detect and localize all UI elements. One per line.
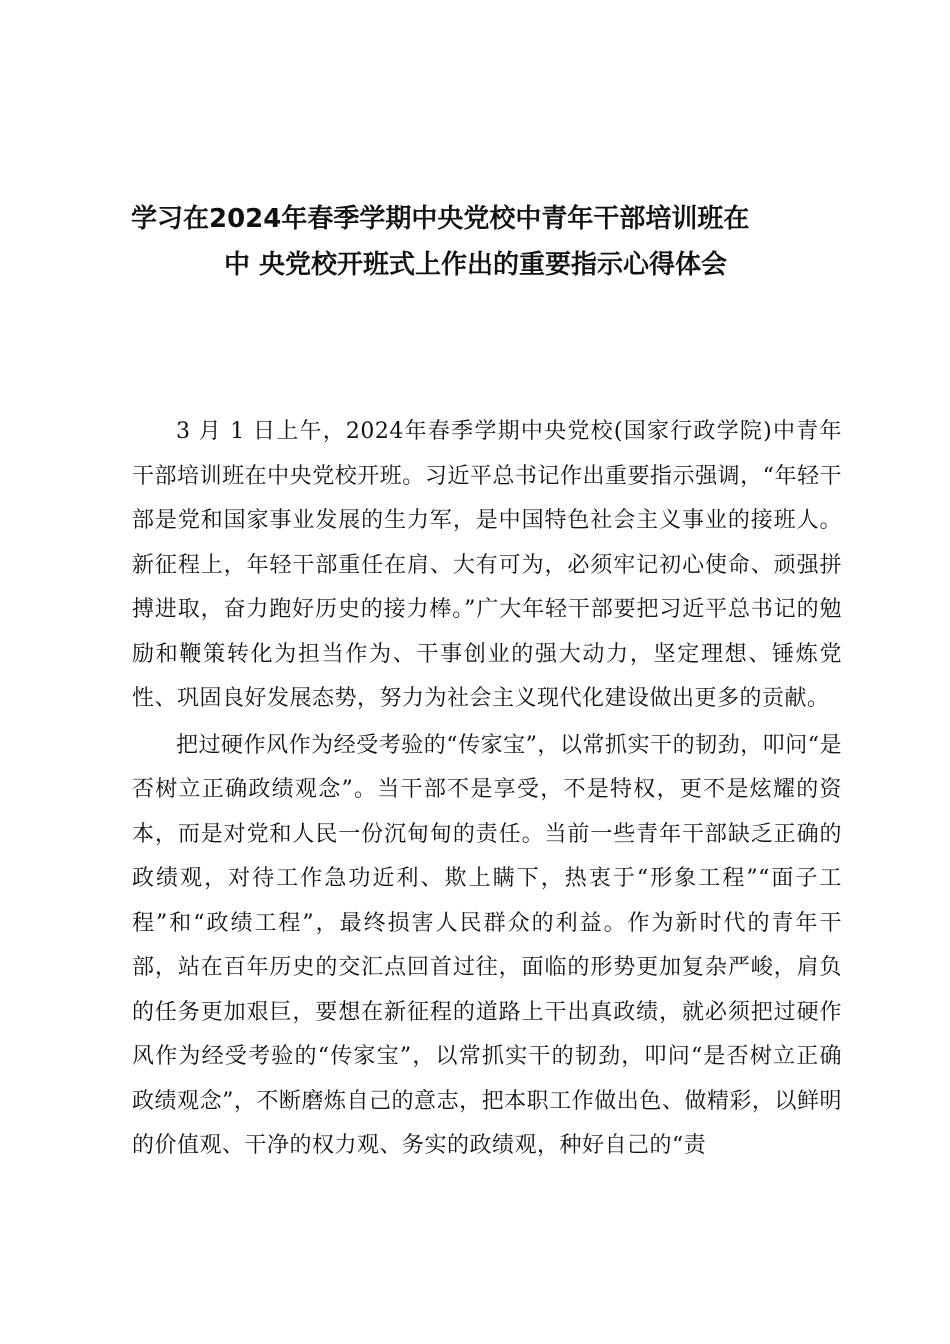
title-line-2: 中 央党校开班式上作出的重要指示心得体会 <box>224 250 728 280</box>
paragraph-1: 3 月 1 日上午，2024年春季学期中央党校(国家行政学院)中青年干部培训班在中央党校开班。习近平总书记作出重要指示强调，“年轻干部是党和国家事业发展的生力军，是中国特色社会主义事业的接班人。新征程上，年轻干部重任在肩、大有可为，必须牢记初心使命、顽强拼搏进取，奋力跑好历史的接力棒。”广大年轻干部要把习近平总书记的勉励和鞭策转化为担当作为、干事创业的强大动力，坚定理想、锤炼党性、巩固良好发展态势，努力为社会主义现代化建设做出更多的贡献。 <box>132 419 842 711</box>
paragraph-2: 把过硬作风作为经受考验的“传家宝”，以常抓实干的韧劲，叩问“是否树立正确政绩观念”。当干部不是享受，不是特权，更不是炫耀的资本，而是对党和人民一份沉甸甸的责任。当前一些青年干部缺乏正确的政绩观，对待工作急功近利、欺上瞒下，热衷于“形象工程”“面子工程”和“政绩工程”，最终损害人民群众的利益。作为新时代的青年干部，站在百年历史的交汇点回首过往，面临的形势更加复杂严峻，肩负的任务更加艰巨，要想在新征程的道路上干出真政绩，就必须把过硬作风作为经受考验的“传家宝”，以常抓实干的韧劲，叩问“是否树立正确政绩观念”，不断磨炼自己的意志，把本职工作做出色、做精彩，以鲜明的价值观、干净的权力观、务实的政绩观，种好自己的“责 <box>132 732 842 1158</box>
document-body <box>132 410 842 1171</box>
title-line-1: 学习在2024年春季学期中央党校中青年干部培训班在 <box>131 204 750 234</box>
